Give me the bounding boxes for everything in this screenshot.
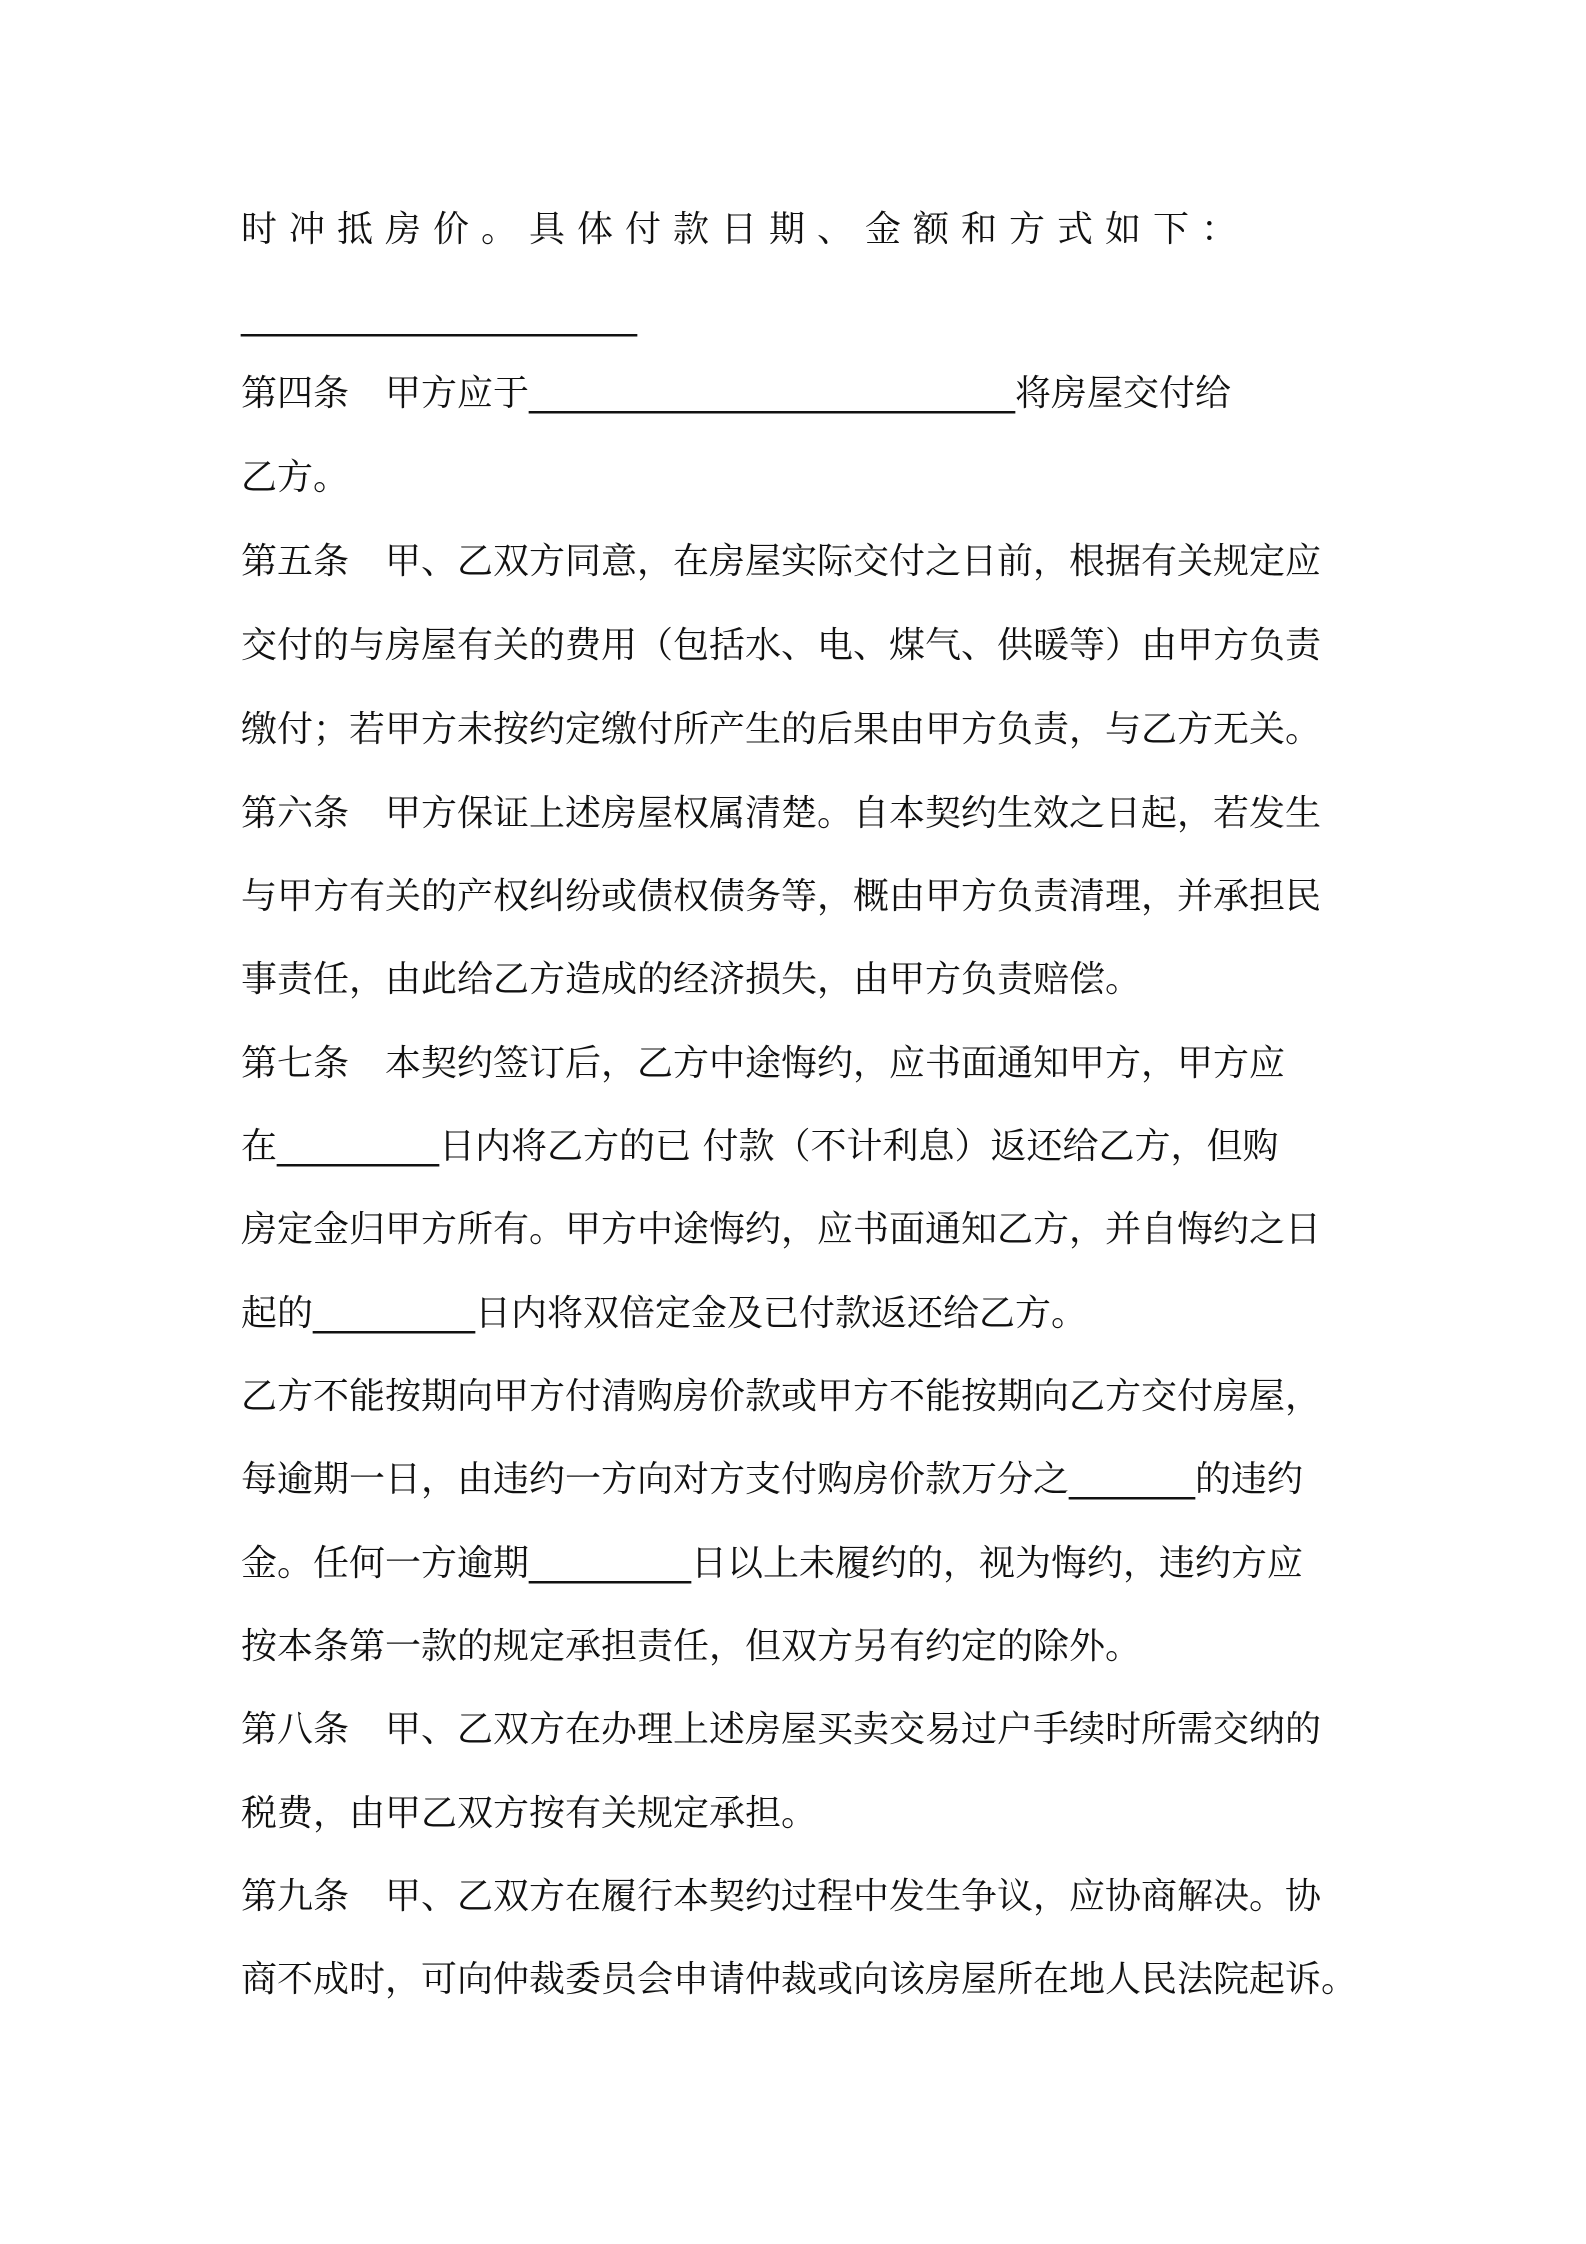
text-line-11: 第七条 本契约签订后，乙方中途悔约，应书面通知甲方，甲方应	[241, 1043, 1286, 1084]
text-line-10: 事责任，由此给乙方造成的经济损失，由甲方负责赔偿。	[241, 959, 1142, 1000]
text-line-17: 金。任何一方逾期_________日以上未履约的，视为悔约，违约方应	[241, 1543, 1304, 1584]
text-line-7: 缴付；若甲方未按约定缴付所产生的后果由甲方负责，与乙方无关。	[241, 709, 1322, 750]
text-line-14: 起的_________日内将双倍定金及已付款返还给乙方。	[241, 1293, 1088, 1334]
text-line-1: 时冲抵房价。具体付款日期、金额和方式如下：	[241, 209, 1250, 250]
text-line-22: 商不成时，可向仲裁委员会申请仲裁或向该房屋所在地人民法院起诉。	[241, 1959, 1358, 2000]
text-line-4: 乙方。	[241, 457, 350, 498]
text-line-6: 交付的与房屋有关的费用（包括水、电、煤气、供暖等）由甲方负责	[241, 625, 1322, 666]
text-line-18: 按本条第一款的规定承担责任，但双方另有约定的除外。	[241, 1626, 1142, 1667]
text-line-9: 与甲方有关的产权纠纷或债权债务等，概由甲方负责清理，并承担民	[241, 876, 1322, 917]
text-line-2: ______________________	[241, 296, 637, 337]
text-line-5: 第五条 甲、乙双方同意，在房屋实际交付之日前，根据有关规定应	[241, 541, 1322, 582]
text-line-20: 税费，由甲乙双方按有关规定承担。	[241, 1793, 818, 1834]
text-line-3: 第四条 甲方应于___________________________将房屋交付给	[241, 373, 1232, 414]
text-line-21: 第九条 甲、乙双方在履行本契约过程中发生争议，应协商解决。协	[241, 1876, 1322, 1917]
text-line-12: 在_________日内将乙方的已 付款（不计利息）返还给乙方，但购	[241, 1126, 1279, 1167]
text-line-13: 房定金归甲方所有。甲方中途悔约，应书面通知乙方，并自悔约之日	[241, 1209, 1322, 1250]
text-line-15: 乙方不能按期向甲方付清购房价款或甲方不能按期向乙方交付房屋，	[241, 1376, 1322, 1417]
text-line-19: 第八条 甲、乙双方在办理上述房屋买卖交易过户手续时所需交纳的	[241, 1709, 1322, 1750]
text-line-16: 每逾期一日，由违约一方向对方支付购房价款万分之_______的违约	[241, 1459, 1304, 1500]
text-line-8: 第六条 甲方保证上述房屋权属清楚。自本契约生效之日起，若发生	[241, 793, 1322, 834]
